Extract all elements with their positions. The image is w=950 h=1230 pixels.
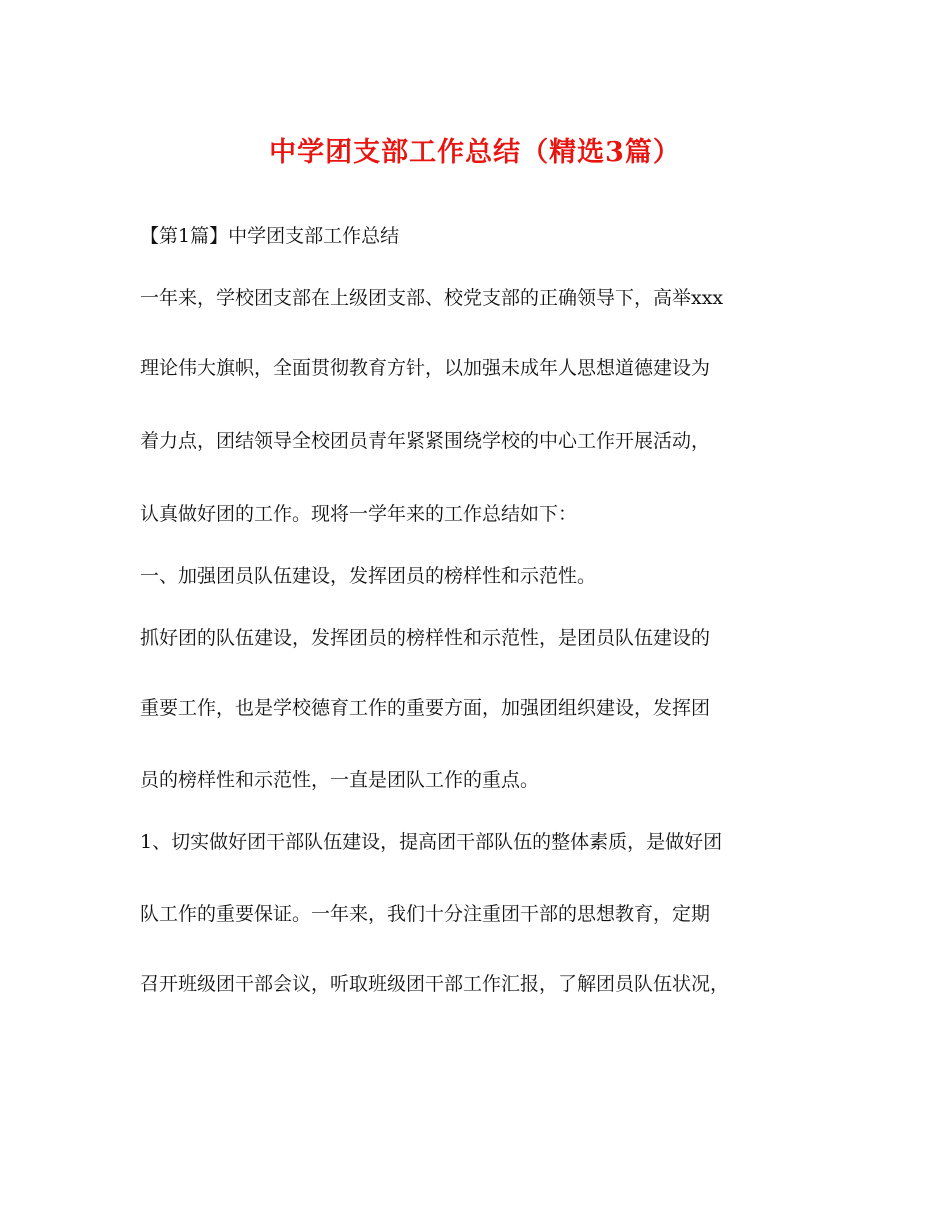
paragraph-line: 队工作的重要保证。一年来，我们十分注重团干部的思想教育，定期 [140, 903, 711, 925]
paragraph-line: 1、切实做好团干部队伍建设，提高团干部队伍的整体素质，是做好团 [140, 831, 723, 853]
paragraph-line: 重要工作，也是学校德育工作的重要方面，加强团组织建设，发挥团 [140, 697, 711, 719]
paragraph-line: 着力点，团结领导全校团员青年紧紧围绕学校的中心工作开展活动， [140, 430, 711, 452]
document-title: 中学团支部工作总结（精选3篇） [269, 137, 681, 168]
paragraph-line: 召开班级团干部会议，听取班级团干部工作汇报，了解团员队伍状况， [140, 973, 730, 995]
paragraph-line: 一年来，学校团支部在上级团支部、校党支部的正确领导下，高举xxx [140, 287, 724, 309]
section-heading-article-1: 【第1篇】中学团支部工作总结 [140, 225, 400, 247]
paragraph-line: 理论伟大旗帜，全面贯彻教育方针，以加强未成年人思想道德建设为 [140, 357, 711, 379]
paragraph-line: 认真做好团的工作。现将一学年来的工作总结如下： [140, 503, 578, 525]
paragraph-line: 员的榜样性和示范性，一直是团队工作的重点。 [140, 769, 540, 791]
section-heading-1: 一、加强团员队伍建设，发挥团员的榜样性和示范性。 [140, 565, 597, 587]
paragraph-line: 抓好团的队伍建设，发挥团员的榜样性和示范性，是团员队伍建设的 [140, 627, 711, 649]
